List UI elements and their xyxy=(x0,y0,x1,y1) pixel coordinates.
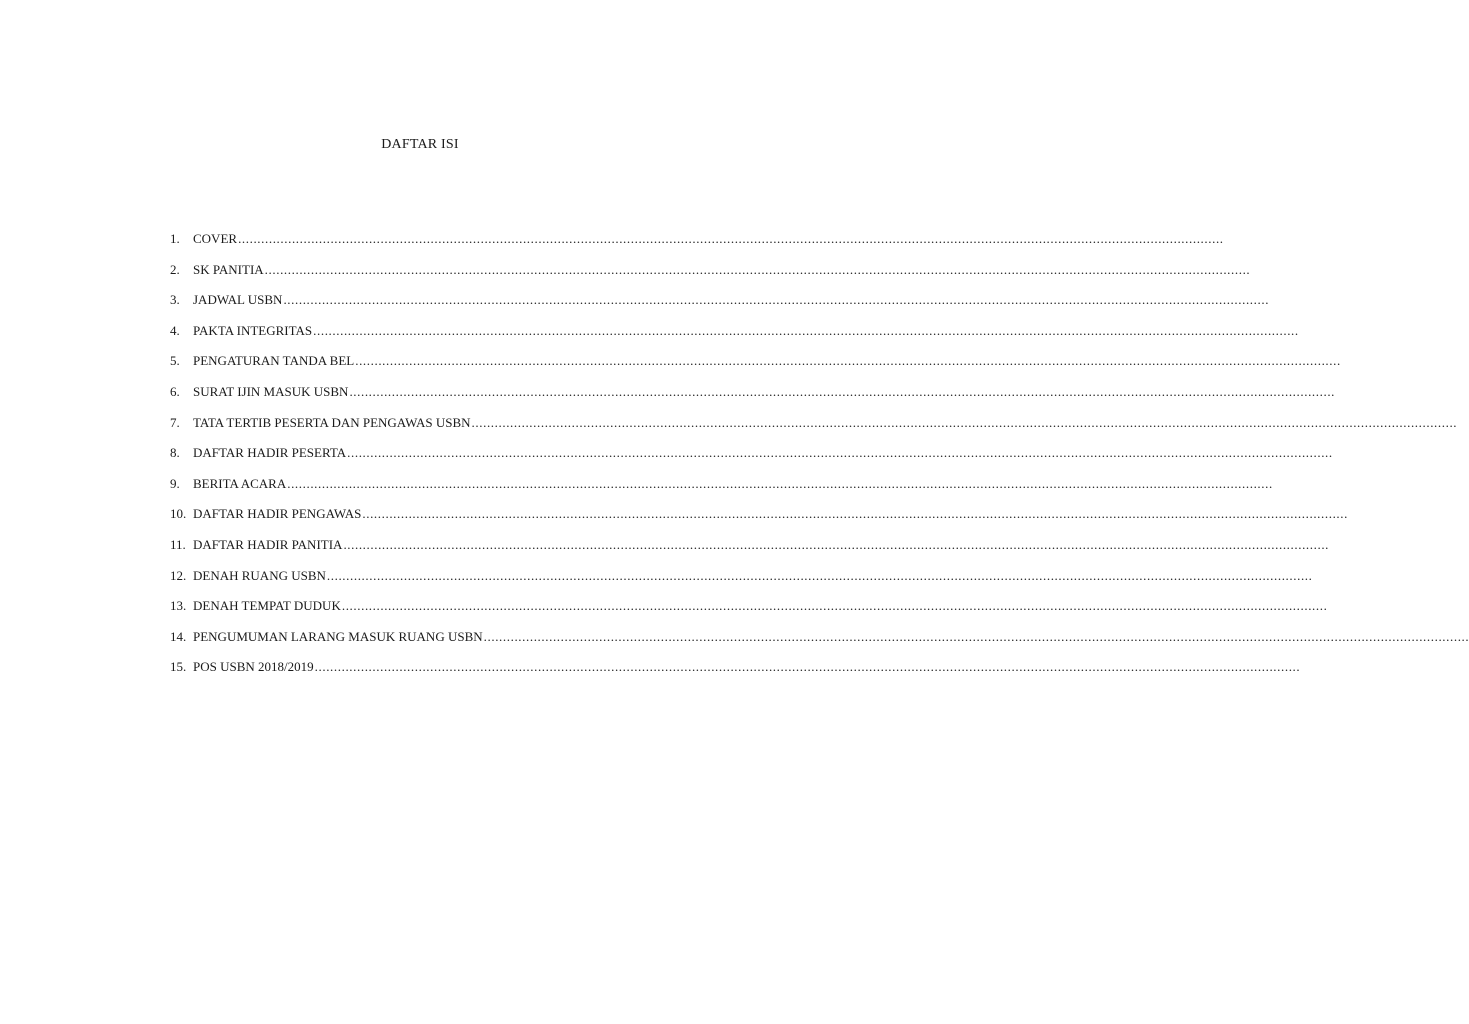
dot-leader: ................................................................................................................................................................................................................................................................ xyxy=(287,475,1273,491)
toc-number: 7. xyxy=(170,414,180,430)
toc-label: DENAH TEMPAT DUDUK xyxy=(193,598,341,614)
toc-label: SK PANITIA xyxy=(193,261,264,277)
toc-entry-daftar-hadir-panitia xyxy=(170,536,1330,568)
toc-entry-berita-acara xyxy=(170,475,1273,507)
toc-entry-denah-tempat-duduk xyxy=(170,598,1328,629)
toc-label: TATA TERTIB PESERTA DAN PENGAWAS USBN xyxy=(193,414,471,430)
dot-leader: ................................................................................................................................................................................................................................................................ xyxy=(264,261,1251,277)
toc-number: 6. xyxy=(170,383,180,399)
toc-number: 3. xyxy=(170,292,180,308)
toc-entry-cover xyxy=(170,231,1224,262)
toc-entry-sk-panitia xyxy=(170,261,1251,293)
toc-label: BERITA ACARA xyxy=(193,475,287,491)
toc-number: 2. xyxy=(170,261,180,277)
dot-leader: ................................................................................................................................................................................................................................................................ xyxy=(283,292,1270,308)
toc-number: 10. xyxy=(170,506,187,522)
toc-number: 4. xyxy=(170,322,180,338)
page-title: DAFTAR ISI xyxy=(381,137,459,152)
toc-entry-pengumuman xyxy=(170,628,1469,660)
dot-leader: ................................................................................................................................................................................................................................................................ xyxy=(343,536,1330,552)
toc-entry-daftar-hadir-pengawas xyxy=(170,506,1348,537)
dot-leader: ................................................................................................................................................................................................................................................................ xyxy=(238,231,1224,246)
toc-entry-surat-ijin-masuk xyxy=(170,383,1336,415)
toc-label: SURAT IJIN MASUK USBN xyxy=(193,383,349,399)
dot-leader: ................................................................................................................................................................................................................................................................ xyxy=(349,383,1336,399)
toc-entry-pakta-integritas xyxy=(170,322,1299,354)
toc-number: 12. xyxy=(170,567,187,583)
toc-entry-denah-ruang xyxy=(170,567,1313,599)
toc-label: DENAH RUANG USBN xyxy=(193,567,326,583)
toc-entry-tata-tertib xyxy=(170,414,1458,446)
toc-number: 11. xyxy=(170,536,186,552)
toc-entry-pos-usbn xyxy=(170,659,1301,690)
toc-label: PENGATURAN TANDA BEL xyxy=(193,353,355,369)
dot-leader: ................................................................................................................................................................................................................................................................ xyxy=(362,506,1348,522)
dot-leader: ................................................................................................................................................................................................................................................................ xyxy=(314,659,1301,675)
toc-label: JADWAL USBN xyxy=(193,292,283,308)
toc-entry-jadwal-usbn xyxy=(170,292,1270,323)
toc-number: 13. xyxy=(170,598,187,614)
toc-number: 8. xyxy=(170,445,180,461)
toc-number: 1. xyxy=(170,231,180,246)
toc-number: 14. xyxy=(170,628,187,644)
dot-leader: ................................................................................................................................................................................................................................................................ xyxy=(341,598,1328,614)
dot-leader: ................................................................................................................................................................................................................................................................ xyxy=(347,445,1333,461)
toc-label: PENGUMUMAN LARANG MASUK RUANG USBN xyxy=(193,628,483,644)
toc-label: DAFTAR HADIR PESERTA xyxy=(193,445,347,461)
toc-entry-daftar-hadir-peserta xyxy=(170,445,1333,476)
toc-label: DAFTAR HADIR PANITIA xyxy=(193,536,343,552)
table-of-contents xyxy=(170,231,1469,690)
dot-leader: ................................................................................................................................................................................................................................................................ xyxy=(471,414,1458,430)
toc-label: COVER xyxy=(193,231,238,246)
dot-leader: ................................................................................................................................................................................................................................................................ xyxy=(355,353,1341,369)
toc-label: POS USBN 2018/2019 xyxy=(193,659,314,675)
toc-label: PAKTA INTEGRITAS xyxy=(193,322,313,338)
dot-leader: ................................................................................................................................................................................................................................................................ xyxy=(326,567,1313,583)
dot-leader: ................................................................................................................................................................................................................................................................ xyxy=(483,628,1469,644)
toc-number: 15. xyxy=(170,659,187,675)
toc-number: 5. xyxy=(170,353,180,369)
toc-label: DAFTAR HADIR PENGAWAS xyxy=(193,506,362,522)
dot-leader: ................................................................................................................................................................................................................................................................ xyxy=(313,322,1299,338)
toc-number: 9. xyxy=(170,475,180,491)
toc-entry-pengaturan-tanda-bel xyxy=(170,353,1341,384)
